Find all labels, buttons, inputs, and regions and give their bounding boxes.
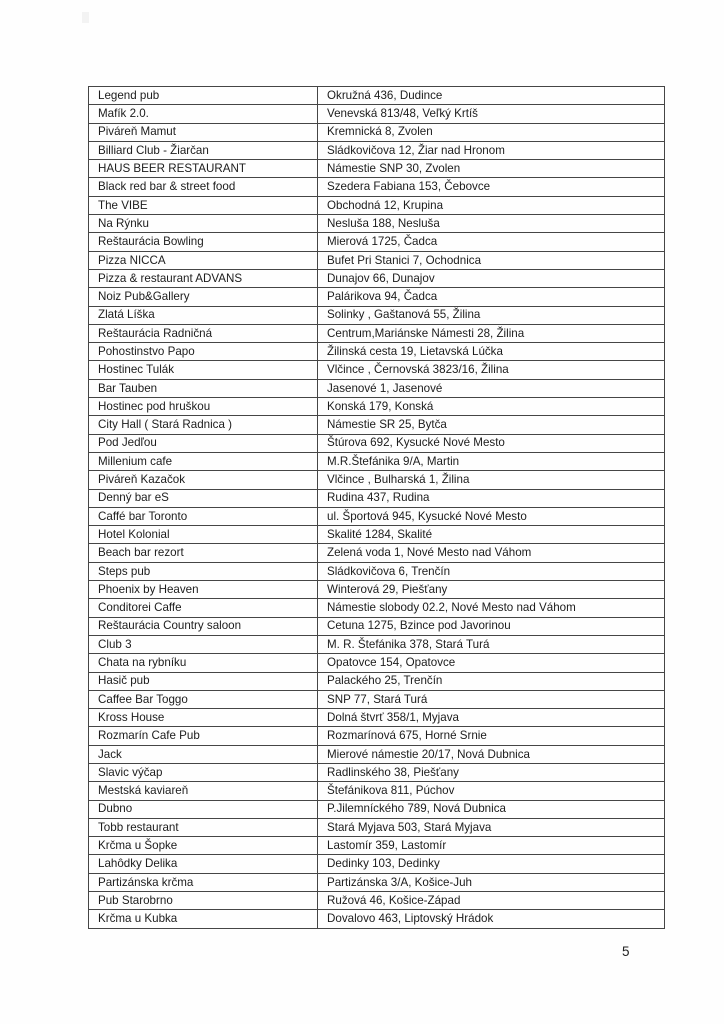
- table-row: [89, 617, 665, 635]
- table-row: [89, 892, 665, 910]
- address-cell: Štúrova 692, Kysucké Nové Mesto: [318, 434, 665, 452]
- establishments-table-body: [89, 87, 665, 929]
- table-row: [89, 544, 665, 562]
- table-row: [89, 873, 665, 891]
- table-row: [89, 269, 665, 287]
- address-cell: Mierové námestie 20/17, Nová Dubnica: [318, 745, 665, 763]
- page-number: 5: [622, 944, 630, 959]
- establishment-name-cell: Krčma u Kubka: [89, 910, 318, 928]
- establishment-name-cell: Mafík 2.0.: [89, 105, 318, 123]
- scan-artifact: [82, 12, 89, 23]
- establishment-name-cell: Chata na rybníku: [89, 654, 318, 672]
- establishment-name-cell: Black red bar & street food: [89, 178, 318, 196]
- table-row: [89, 434, 665, 452]
- establishment-name-cell: HAUS BEER RESTAURANT: [89, 160, 318, 178]
- establishment-name-cell: Pub Starobrno: [89, 892, 318, 910]
- table-row: [89, 123, 665, 141]
- address-cell: Solinky , Gaštanová 55, Žilina: [318, 306, 665, 324]
- establishment-name-cell: Conditorei Caffe: [89, 599, 318, 617]
- table-row: [89, 672, 665, 690]
- table-row: [89, 160, 665, 178]
- address-cell: SNP 77, Stará Turá: [318, 690, 665, 708]
- establishment-name-cell: Mestská kaviareň: [89, 782, 318, 800]
- table-row: [89, 105, 665, 123]
- address-cell: Lastomír 359, Lastomír: [318, 837, 665, 855]
- establishment-name-cell: Hotel Kolonial: [89, 526, 318, 544]
- establishment-name-cell: Zlatá Líška: [89, 306, 318, 324]
- table-row: [89, 306, 665, 324]
- establishment-name-cell: Millenium cafe: [89, 452, 318, 470]
- establishment-name-cell: Hasič pub: [89, 672, 318, 690]
- establishment-name-cell: Denný bar eS: [89, 489, 318, 507]
- table-row: [89, 562, 665, 580]
- establishments-table: [88, 86, 665, 929]
- establishment-name-cell: Reštaurácia Radničná: [89, 324, 318, 342]
- table-row: [89, 324, 665, 342]
- establishment-name-cell: Caffee Bar Toggo: [89, 690, 318, 708]
- establishment-name-cell: Hostinec pod hruškou: [89, 398, 318, 416]
- establishment-name-cell: Legend pub: [89, 87, 318, 105]
- establishment-name-cell: Pizza NICCA: [89, 251, 318, 269]
- address-cell: Námestie slobody 02.2, Nové Mesto nad Váhom: [318, 599, 665, 617]
- table-row: [89, 763, 665, 781]
- establishment-name-cell: Piváreň Kazačok: [89, 471, 318, 489]
- address-cell: M. R. Štefánika 378, Stará Turá: [318, 635, 665, 653]
- address-cell: Vlčince , Bulharská 1, Žilina: [318, 471, 665, 489]
- address-cell: Konská 179, Konská: [318, 398, 665, 416]
- establishment-name-cell: Tobb restaurant: [89, 818, 318, 836]
- address-cell: Obchodná 12, Krupina: [318, 196, 665, 214]
- address-cell: Partizánska 3/A, Košice-Juh: [318, 873, 665, 891]
- address-cell: ul. Športová 945, Kysucké Nové Mesto: [318, 507, 665, 525]
- table-row: [89, 452, 665, 470]
- address-cell: Venevská 813/48, Veľký Krtíš: [318, 105, 665, 123]
- establishment-name-cell: Piváreň Mamut: [89, 123, 318, 141]
- table-row: [89, 251, 665, 269]
- address-cell: Cetuna 1275, Bzince pod Javorinou: [318, 617, 665, 635]
- address-cell: Námestie SNP 30, Zvolen: [318, 160, 665, 178]
- establishment-name-cell: Steps pub: [89, 562, 318, 580]
- table-row: [89, 141, 665, 159]
- address-cell: Vlčince , Černovská 3823/16, Žilina: [318, 361, 665, 379]
- address-cell: Centrum,Mariánske Námesti 28, Žilina: [318, 324, 665, 342]
- address-cell: Winterová 29, Piešťany: [318, 581, 665, 599]
- address-cell: Ružová 46, Košice-Západ: [318, 892, 665, 910]
- table-row: [89, 654, 665, 672]
- table-row: [89, 635, 665, 653]
- address-cell: Žilinská cesta 19, Lietavská Lúčka: [318, 343, 665, 361]
- address-cell: Dunajov 66, Dunajov: [318, 269, 665, 287]
- table-row: [89, 837, 665, 855]
- establishment-name-cell: Hostinec Tulák: [89, 361, 318, 379]
- table-row: [89, 745, 665, 763]
- establishment-name-cell: Pod Jedľou: [89, 434, 318, 452]
- establishment-name-cell: Pizza & restaurant ADVANS: [89, 269, 318, 287]
- address-cell: Sládkovičova 12, Žiar nad Hronom: [318, 141, 665, 159]
- establishment-name-cell: Billiard Club - Žiarčan: [89, 141, 318, 159]
- establishment-name-cell: Dubno: [89, 800, 318, 818]
- table-row: [89, 178, 665, 196]
- table-row: [89, 196, 665, 214]
- establishment-name-cell: Krčma u Šopke: [89, 837, 318, 855]
- table-row: [89, 800, 665, 818]
- table-row: [89, 416, 665, 434]
- address-cell: Dovalovo 463, Liptovský Hrádok: [318, 910, 665, 928]
- address-cell: Palárikova 94, Čadca: [318, 288, 665, 306]
- table-row: [89, 581, 665, 599]
- table-row: [89, 690, 665, 708]
- address-cell: Zelená voda 1, Nové Mesto nad Váhom: [318, 544, 665, 562]
- establishment-name-cell: Rozmarín Cafe Pub: [89, 727, 318, 745]
- address-cell: Szedera Fabiana 153, Čebovce: [318, 178, 665, 196]
- address-cell: P.Jilemníckého 789, Nová Dubnica: [318, 800, 665, 818]
- table-row: [89, 343, 665, 361]
- table-row: [89, 855, 665, 873]
- table-row: [89, 87, 665, 105]
- establishment-name-cell: Pohostinstvo Papo: [89, 343, 318, 361]
- establishment-name-cell: Jack: [89, 745, 318, 763]
- address-cell: Mierová 1725, Čadca: [318, 233, 665, 251]
- table-row: [89, 489, 665, 507]
- table-row: [89, 782, 665, 800]
- address-cell: Skalité 1284, Skalité: [318, 526, 665, 544]
- establishment-name-cell: City Hall ( Stará Radnica ): [89, 416, 318, 434]
- table-row: [89, 471, 665, 489]
- table-row: [89, 398, 665, 416]
- table-row: [89, 507, 665, 525]
- establishment-name-cell: Reštaurácia Country saloon: [89, 617, 318, 635]
- establishment-name-cell: Bar Tauben: [89, 379, 318, 397]
- address-cell: Štefánikova 811, Púchov: [318, 782, 665, 800]
- address-cell: Stará Myjava 503, Stará Myjava: [318, 818, 665, 836]
- establishment-name-cell: Phoenix by Heaven: [89, 581, 318, 599]
- establishment-name-cell: Caffé bar Toronto: [89, 507, 318, 525]
- establishment-name-cell: The VIBE: [89, 196, 318, 214]
- address-cell: Kremnická 8, Zvolen: [318, 123, 665, 141]
- address-cell: Námestie SR 25, Bytča: [318, 416, 665, 434]
- establishment-name-cell: Noiz Pub&Gallery: [89, 288, 318, 306]
- table-row: [89, 526, 665, 544]
- table-row: [89, 215, 665, 233]
- establishment-name-cell: Lahôdky Delika: [89, 855, 318, 873]
- establishment-name-cell: Club 3: [89, 635, 318, 653]
- table-row: [89, 599, 665, 617]
- establishment-name-cell: Reštaurácia Bowling: [89, 233, 318, 251]
- address-cell: Bufet Pri Stanici 7, Ochodnica: [318, 251, 665, 269]
- address-cell: Radlinského 38, Piešťany: [318, 763, 665, 781]
- address-cell: Okružná 436, Dudince: [318, 87, 665, 105]
- address-cell: Jasenové 1, Jasenové: [318, 379, 665, 397]
- address-cell: Dolná štvrť 358/1, Myjava: [318, 709, 665, 727]
- table-row: [89, 288, 665, 306]
- table-row: [89, 709, 665, 727]
- establishment-name-cell: Beach bar rezort: [89, 544, 318, 562]
- table-row: [89, 379, 665, 397]
- table-row: [89, 818, 665, 836]
- address-cell: Palackého 25, Trenčín: [318, 672, 665, 690]
- address-cell: M.R.Štefánika 9/A, Martin: [318, 452, 665, 470]
- table-row: [89, 727, 665, 745]
- establishment-name-cell: Slavic výčap: [89, 763, 318, 781]
- table-row: [89, 910, 665, 928]
- establishment-name-cell: Kross House: [89, 709, 318, 727]
- table-row: [89, 361, 665, 379]
- establishment-name-cell: Partizánska krčma: [89, 873, 318, 891]
- establishment-name-cell: Na Rýnku: [89, 215, 318, 233]
- address-cell: Opatovce 154, Opatovce: [318, 654, 665, 672]
- address-cell: Rozmarínová 675, Horné Srnie: [318, 727, 665, 745]
- address-cell: Nesluša 188, Nesluša: [318, 215, 665, 233]
- table-row: [89, 233, 665, 251]
- address-cell: Sládkovičova 6, Trenčín: [318, 562, 665, 580]
- address-cell: Dedinky 103, Dedinky: [318, 855, 665, 873]
- address-cell: Rudina 437, Rudina: [318, 489, 665, 507]
